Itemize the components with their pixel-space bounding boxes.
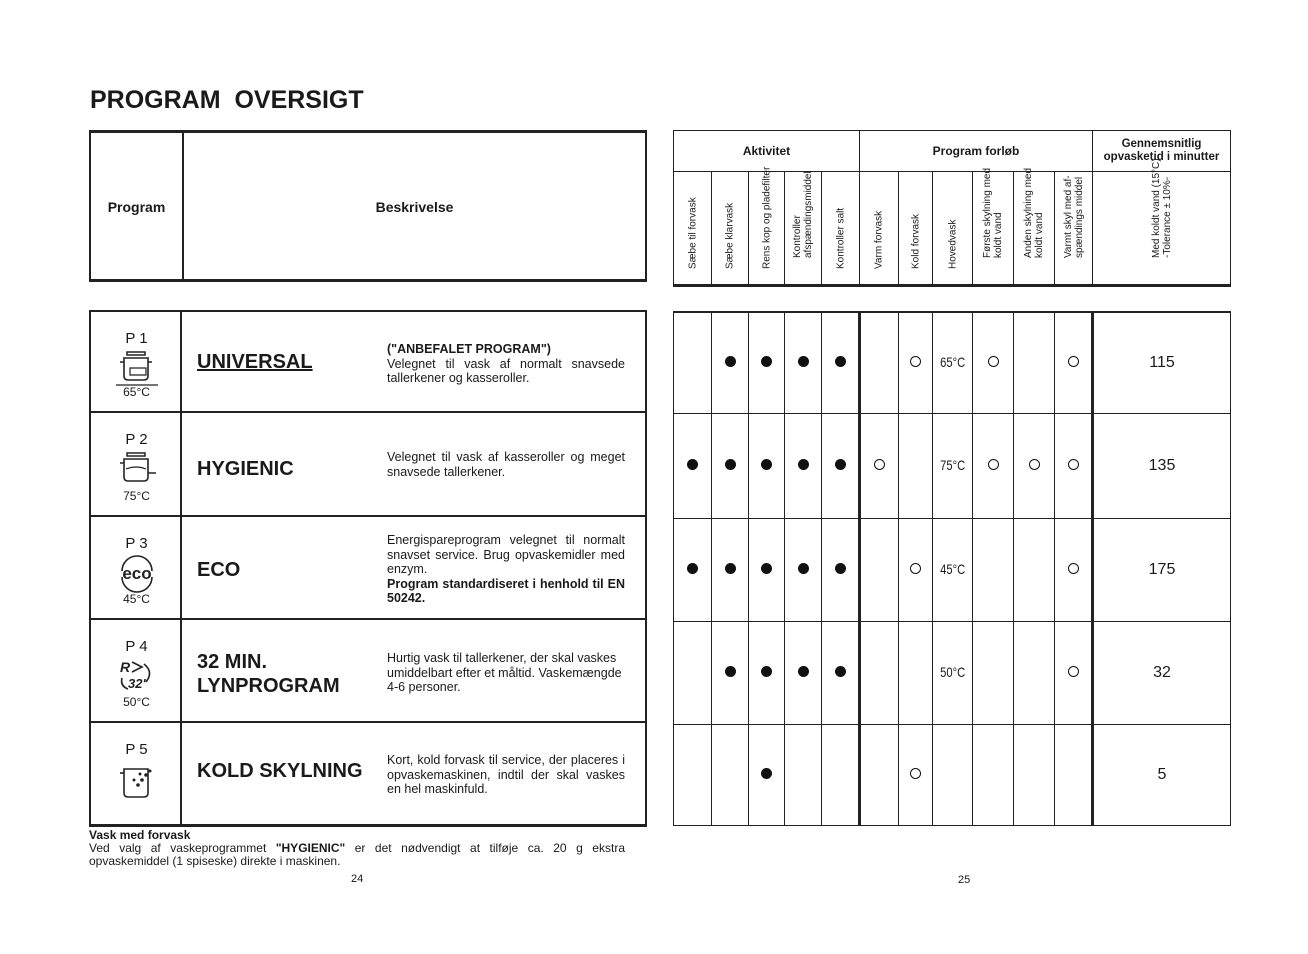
col-soap-prewash-cell	[674, 414, 712, 519]
col-duration-cell	[1093, 312, 1231, 414]
col-duration-cell	[1093, 519, 1231, 622]
program-name: 32 MIN. LYNPROGRAM	[197, 651, 340, 697]
temperature-value: 65°C	[939, 354, 966, 370]
col-check-rinse-aid-cell	[785, 725, 822, 826]
col-main-wash-cell	[933, 312, 973, 414]
program-code: P 3	[125, 535, 148, 552]
program-column-header: Program	[107, 199, 166, 215]
program-description: Hurtig vask til tallerkener, der skal vaskes umiddelbart efter et måltid. Vaskemængde 4-6 personer.	[387, 651, 622, 694]
col-first-rinse-cell	[973, 312, 1014, 414]
col-cold-prewash-cell	[899, 312, 933, 414]
matrix-row	[674, 414, 1231, 519]
program-matrix-table	[673, 130, 1231, 826]
col-check-salt-cell	[822, 519, 860, 622]
col-clean-filter-cell	[749, 312, 785, 414]
temperature-value: 45°C	[939, 561, 966, 577]
matrix-row	[674, 725, 1231, 826]
svg-text:32': 32'	[128, 676, 146, 691]
col-soap-mainwash-header: Sæbe klarvask	[712, 172, 749, 286]
program-temperature: 65°C	[123, 385, 150, 399]
col-hot-rinse-cell	[1055, 519, 1093, 622]
note-title: Vask med forvask	[89, 828, 191, 842]
col-hot-prewash-header: Varm forvask	[860, 172, 899, 286]
open-circle-icon	[874, 459, 885, 470]
rapid-32-icon	[116, 656, 158, 696]
open-circle-icon	[1068, 459, 1079, 470]
program-list	[89, 310, 647, 827]
col-clean-filter-cell	[749, 622, 785, 725]
col-main-wash-header: Hovedvask	[933, 172, 973, 286]
col-cold-prewash-cell	[899, 519, 933, 622]
program-code: P 1	[125, 330, 148, 347]
col-first-rinse-header: Første skylning med koldt vand	[973, 172, 1014, 286]
filled-dot-icon	[761, 666, 772, 677]
col-main-wash-cell	[933, 725, 973, 826]
open-circle-icon	[1029, 459, 1040, 470]
col-soap-prewash-cell	[674, 519, 712, 622]
filled-dot-icon	[798, 356, 809, 367]
pot-icon	[116, 348, 158, 388]
col-cold-prewash-header: Kold forvask	[899, 172, 933, 286]
page-number-left: 24	[351, 873, 364, 885]
program-code: P 5	[125, 741, 148, 758]
col-clean-filter-cell	[749, 519, 785, 622]
page-number-right: 25	[958, 874, 971, 886]
open-circle-icon	[988, 459, 999, 470]
program-temperature: 75°C	[123, 489, 150, 503]
col-second-rinse-cell	[1014, 622, 1055, 725]
filled-dot-icon	[798, 563, 809, 574]
program-name: HYGIENIC	[197, 458, 294, 480]
prewash-note: Vask med forvask Ved valg af vaskeprogrammet "HYGIENIC" er det nødvendigt at tilføje ca. 20 g ekstra opvaskemiddel (1 spiseske) direkte i maskinen.	[89, 828, 625, 868]
col-check-salt-cell	[822, 725, 860, 826]
program-temperature: 50°C	[123, 695, 150, 709]
filled-dot-icon	[835, 563, 846, 574]
col-second-rinse-cell	[1014, 725, 1055, 826]
filled-dot-icon	[761, 356, 772, 367]
temperature-value: 50°C	[939, 664, 966, 680]
program-description: Kort, kold forvask til service, der placeres i opvaskemaskinen, indtil der skal vaskes en hel maskinfuld.	[387, 753, 625, 796]
col-soap-prewash-cell	[674, 312, 712, 414]
matrix-row	[674, 519, 1231, 622]
program-row	[89, 517, 647, 620]
duration-value: 32	[1153, 664, 1171, 681]
col-clean-filter-header: Rens kop og pladefilter	[749, 172, 785, 286]
col-hot-rinse-cell	[1055, 414, 1093, 519]
matrix-row	[674, 622, 1231, 725]
open-circle-icon	[910, 563, 921, 574]
filled-dot-icon	[725, 563, 736, 574]
filled-dot-icon	[687, 563, 698, 574]
pot-heavy-icon	[116, 449, 158, 489]
matrix-row	[674, 312, 1231, 414]
open-circle-icon	[1068, 666, 1079, 677]
col-main-wash-cell	[933, 414, 973, 519]
program-name: UNIVERSAL	[197, 351, 313, 373]
svg-text:R: R	[120, 659, 131, 675]
col-hot-rinse-header: Varmt skyl med af-spændings middel	[1055, 172, 1093, 286]
open-circle-icon	[1068, 356, 1079, 367]
duration-value: 5	[1157, 766, 1167, 783]
eco-icon	[116, 553, 158, 593]
col-check-rinse-aid-header: Kontroller afspændingsmiddel	[785, 172, 822, 286]
activity-group-header: Aktivitet	[674, 131, 860, 172]
col-soap-mainwash-cell	[712, 312, 749, 414]
col-first-rinse-cell	[973, 725, 1014, 826]
col-check-salt-cell	[822, 312, 860, 414]
col-first-rinse-cell	[973, 414, 1014, 519]
col-second-rinse-header: Anden skylning med koldt vand	[1014, 172, 1055, 286]
program-row	[89, 312, 647, 413]
col-check-rinse-aid-cell	[785, 622, 822, 725]
program-description: ("ANBEFALET PROGRAM") Velegnet til vask af normalt snavsede tallerkener og kasseroller.	[387, 342, 625, 385]
col-clean-filter-cell	[749, 725, 785, 826]
col-duration-cell	[1093, 414, 1231, 519]
cold-rinse-icon	[116, 763, 158, 803]
cycle-group-header: Program forløb	[860, 131, 1093, 172]
duration-group-header: Gennemsnitlig opvasketid i minutter	[1093, 131, 1231, 172]
filled-dot-icon	[761, 563, 772, 574]
program-row	[89, 413, 647, 517]
col-soap-prewash-header: Sæbe til forvask	[674, 172, 712, 286]
col-second-rinse-cell	[1014, 312, 1055, 414]
program-code: P 2	[125, 431, 148, 448]
col-soap-mainwash-cell	[712, 725, 749, 826]
open-circle-icon	[910, 356, 921, 367]
col-hot-rinse-cell	[1055, 312, 1093, 414]
col-first-rinse-cell	[973, 622, 1014, 725]
program-name: KOLD SKYLNING	[197, 760, 363, 782]
col-duration-cell	[1093, 725, 1231, 826]
duration-value: 175	[1148, 561, 1176, 578]
col-check-rinse-aid-cell	[785, 519, 822, 622]
program-row	[89, 723, 647, 824]
program-description: Energispareprogram velegnet til normalt snavset service. Brug opvaskemidler med enzym. Program standardiseret i henhold til EN 50242.	[387, 533, 625, 605]
col-soap-mainwash-cell	[712, 519, 749, 622]
filled-dot-icon	[725, 459, 736, 470]
filled-dot-icon	[687, 459, 698, 470]
open-circle-icon	[988, 356, 999, 367]
col-hot-prewash-cell	[860, 414, 899, 519]
col-soap-prewash-cell	[674, 725, 712, 826]
filled-dot-icon	[835, 459, 846, 470]
program-description: Velegnet til vask af kasseroller og meget snavsede tallerkener.	[387, 450, 625, 479]
svg-text:eco: eco	[122, 564, 152, 583]
col-clean-filter-cell	[749, 414, 785, 519]
program-row	[89, 620, 647, 723]
col-check-rinse-aid-cell	[785, 312, 822, 414]
filled-dot-icon	[798, 666, 809, 677]
filled-dot-icon	[725, 666, 736, 677]
temperature-value: 75°C	[939, 457, 966, 473]
col-soap-prewash-cell	[674, 622, 712, 725]
col-hot-prewash-cell	[860, 519, 899, 622]
duration-value: 135	[1148, 457, 1176, 474]
col-second-rinse-cell	[1014, 414, 1055, 519]
col-main-wash-cell	[933, 519, 973, 622]
program-temperature: 45°C	[123, 592, 150, 606]
filled-dot-icon	[798, 459, 809, 470]
filled-dot-icon	[725, 356, 736, 367]
col-check-salt-header: Kontroller salt	[822, 172, 860, 286]
open-circle-icon	[910, 768, 921, 779]
description-column-header: Beskrivelse	[375, 199, 454, 215]
col-cold-prewash-cell	[899, 622, 933, 725]
col-check-salt-cell	[822, 414, 860, 519]
filled-dot-icon	[835, 356, 846, 367]
col-duration-header: Med koldt vand (15°C) -Tolerance ± 10%-	[1093, 172, 1231, 286]
col-cold-prewash-cell	[899, 414, 933, 519]
left-table-header	[89, 130, 647, 282]
filled-dot-icon	[761, 459, 772, 470]
col-main-wash-cell	[933, 622, 973, 725]
col-second-rinse-cell	[1014, 519, 1055, 622]
col-first-rinse-cell	[973, 519, 1014, 622]
filled-dot-icon	[835, 666, 846, 677]
col-hot-rinse-cell	[1055, 622, 1093, 725]
duration-value: 115	[1149, 354, 1175, 371]
col-cold-prewash-cell	[899, 725, 933, 826]
col-check-salt-cell	[822, 622, 860, 725]
col-check-rinse-aid-cell	[785, 414, 822, 519]
col-hot-prewash-cell	[860, 312, 899, 414]
program-code: P 4	[125, 638, 148, 655]
filled-dot-icon	[761, 768, 772, 779]
col-duration-cell	[1093, 622, 1231, 725]
col-soap-mainwash-cell	[712, 414, 749, 519]
col-hot-prewash-cell	[860, 622, 899, 725]
program-name: ECO	[197, 559, 241, 581]
col-soap-mainwash-cell	[712, 622, 749, 725]
open-circle-icon	[1068, 563, 1079, 574]
col-hot-rinse-cell	[1055, 725, 1093, 826]
col-hot-prewash-cell	[860, 725, 899, 826]
page-title: PROGRAM OVERSIGT	[90, 86, 364, 114]
